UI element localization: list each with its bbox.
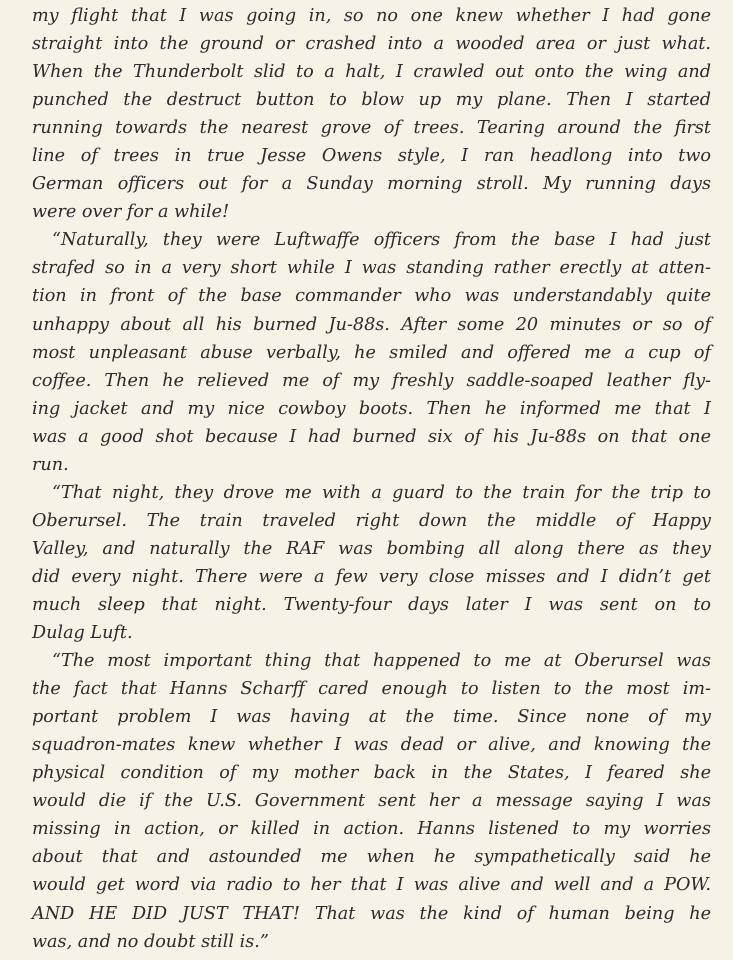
text-line: “That night, they drove me with a guard to the train for the trip to [52,482,711,503]
text-line: ing jacket and my nice cowboy boots. Then he informed me that I [32,398,711,419]
text-line: was a good shot because I had burned six of his Ju-88s on that one [32,426,711,447]
text-line: “The most important thing that happened to me at Oberursel was [52,651,711,672]
paragraph [32,479,711,647]
text-line: straight into the ground or crashed into a wooded area or just what. [32,34,711,55]
text-line: coffee. Then he relieved me of my freshly saddle-soaped leather fly- [32,370,711,391]
text-line: were over for a while! [32,202,230,223]
text-line: Oberursel. The train traveled right down the middle of Happy [32,510,711,531]
page-body-text [32,2,711,956]
text-line: When the Thunderbolt slid to a halt, I crawled out onto the wing and [32,62,711,83]
text-line: tion in front of the base commander who was understandably quite [32,286,711,307]
text-line: line of trees in true Jesse Owens style, I ran headlong into two [32,146,711,167]
text-line: “Naturally, they were Luftwaffe officers from the base I had just [52,230,711,251]
text-line: German officers out for a Sunday morning stroll. My running days [32,174,711,195]
text-line: running towards the nearest grove of trees. Tearing around the first [32,118,711,139]
text-line: the fact that Hanns Scharff cared enough to listen to the most im- [32,679,711,700]
text-line: Valley, and naturally the RAF was bombing all along there as they [32,538,711,559]
text-line: AND HE DID JUST THAT! That was the kind of human being he [32,903,711,924]
text-line: missing in action, or killed in action. Hanns listened to my worries [32,819,711,840]
text-line: about that and astounded me when he sympathetically said he [32,847,711,868]
text-line: Dulag Luft. [32,623,133,644]
text-line: would get word via radio to her that I was alive and well and a POW. [32,875,711,896]
text-line: most unpleasant abuse verbally, he smiled and offered me a cup of [32,342,711,363]
text-line: unhappy about all his burned Ju-88s. After some 20 minutes or so of [32,314,711,335]
paragraph [32,2,711,226]
text-line: would die if the U.S. Government sent her a message saying I was [32,791,711,812]
paragraph [32,647,711,956]
text-line: much sleep that night. Twenty-four days later I was sent on to [32,594,711,615]
text-line: squadron-mates knew whether I was dead or alive, and knowing the [32,735,711,756]
text-line: strafed so in a very short while I was standing rather erectly at atten- [32,258,711,279]
text-line: was, and no doubt still is.” [32,931,269,952]
paragraph [32,226,711,478]
text-line: portant problem I was having at the time. Since none of my [32,707,711,728]
text-line: did every night. There were a few very close misses and I didn’t get [32,566,711,587]
text-line: run. [32,454,69,475]
text-line: punched the destruct button to blow up my plane. Then I started [32,90,711,111]
text-line: my flight that I was going in, so no one knew whether I had gone [32,6,711,26]
text-line: physical condition of my mother back in the States, I feared she [32,763,711,784]
